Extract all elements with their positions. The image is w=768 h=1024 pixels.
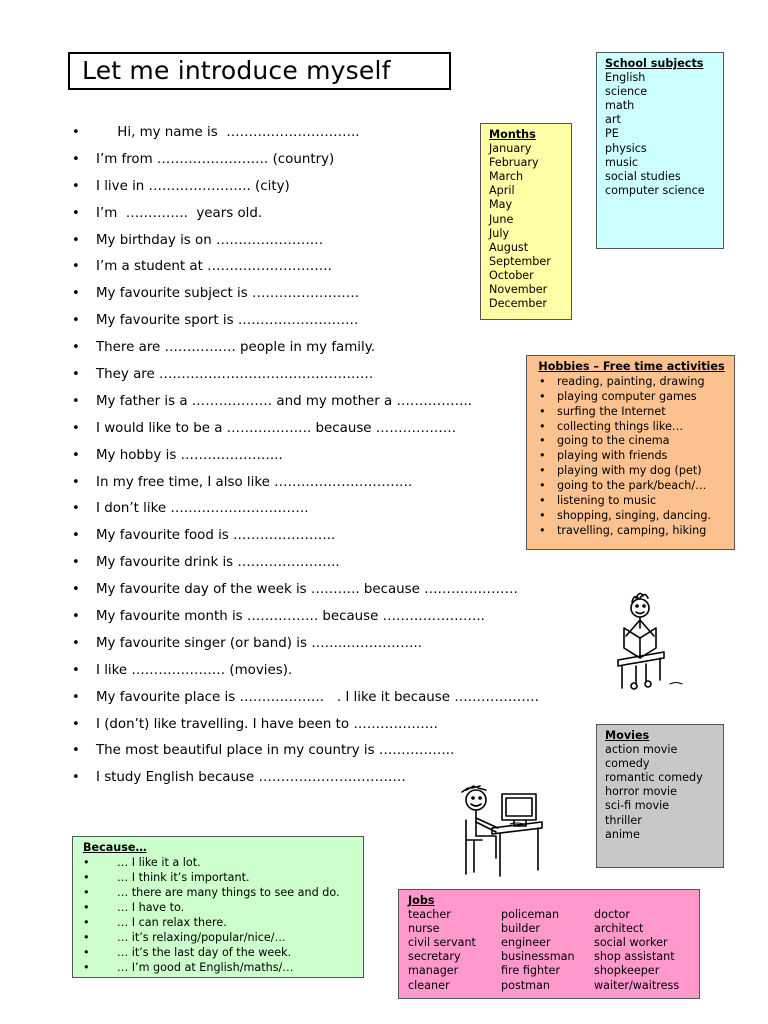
months-list: [489, 142, 571, 311]
list-item: • I’m from ……………………. (country): [72, 151, 335, 167]
list-item: • … I’m good at English/maths/…: [83, 961, 294, 975]
sentence-text: My favourite subject is ……………………: [96, 286, 360, 302]
list-item: October: [489, 268, 534, 282]
list-item: cleaner: [408, 978, 450, 992]
list-item: music: [605, 155, 639, 169]
sentence-text: I live in ………………….. (city): [96, 178, 290, 194]
movies-heading: Movies: [605, 729, 650, 742]
sentence-text: I study English because ……………………………: [96, 770, 406, 786]
list-item: • There are ……………. people in my family.: [72, 340, 375, 356]
list-item: February: [489, 156, 539, 170]
list-item: computer science: [605, 183, 705, 197]
list-item: • collecting things like…: [539, 419, 684, 433]
list-item: builder: [501, 922, 540, 936]
list-item: social studies: [605, 169, 681, 183]
list-item: • … I can relax there.: [83, 916, 227, 930]
school-subjects-box: [596, 52, 724, 249]
list-item: July: [489, 226, 510, 240]
list-item: anime: [605, 827, 640, 841]
list-item: March: [489, 170, 524, 184]
list-item: • I (don’t) like travelling. I have been to ……………….: [72, 716, 438, 732]
list-item: • My favourite singer (or band) is ……..……………..: [72, 635, 422, 651]
list-item: • I study English because ……………………………: [72, 770, 406, 786]
school-subjects-heading: School subjects: [605, 57, 704, 70]
sentence-text: In my free time, I also like ………………………….: [96, 474, 413, 490]
list-item: math: [605, 99, 635, 113]
computer-kid-illustration: [452, 784, 548, 878]
sentence-text: My favourite sport is ………………………: [96, 313, 359, 329]
list-item: • Hi, my name is ……….………………..: [72, 125, 360, 140]
list-item: • … I like it a lot.: [83, 856, 201, 870]
list-item: • … it’s relaxing/popular/nice/…: [83, 931, 286, 945]
list-item: August: [489, 240, 529, 254]
list-item: September: [489, 254, 551, 268]
sentence-text: There are ……………. people in my family.: [96, 340, 375, 356]
list-item: • playing computer games: [539, 389, 697, 403]
list-item: policeman: [501, 908, 560, 922]
sentence-text: My favourite singer (or band) is ……..……………..: [96, 635, 422, 651]
list-item: science: [605, 85, 648, 99]
list-item: romantic comedy: [605, 771, 703, 785]
sentence-text: I’m ………….. years old.: [96, 205, 263, 221]
because-box: [72, 836, 364, 978]
sentence-text: I don’t like ………………………….: [96, 501, 309, 517]
sentence-text: My father is a ……………… and my mother a ……………..: [96, 393, 472, 409]
list-item: • listening to music: [539, 493, 657, 507]
list-item: waiter/waitress: [594, 978, 680, 992]
list-item: • I would like to be a ………………. because ………………: [72, 420, 457, 436]
list-item: • My hobby is …………………..: [72, 447, 283, 463]
sentence-text: I would like to be a ………………. because ………………: [96, 420, 457, 436]
list-item: • My favourite month is ……………. because …………………..: [72, 609, 485, 625]
list-item: fire fighter: [501, 964, 560, 978]
list-item: art: [605, 113, 621, 127]
list-item: • My favourite day of the week is ……….. because …………………: [72, 582, 518, 598]
list-item: nurse: [408, 922, 440, 936]
sentence-text: My favourite day of the week is ……….. because …………………: [96, 582, 518, 598]
list-item: • My favourite subject is ……………………: [72, 286, 360, 302]
list-item: sci-fi movie: [605, 799, 670, 813]
jobs-column-3: [594, 908, 687, 993]
hobbies-box: [526, 355, 735, 550]
list-item: social worker: [594, 936, 668, 950]
list-item: PE: [605, 127, 619, 141]
reading-kid-illustration: [610, 588, 690, 696]
list-item: • … I have to.: [83, 901, 185, 915]
list-item: • My favourite food is …………………..: [72, 528, 336, 544]
list-item: shop assistant: [594, 950, 675, 964]
list-item: • They are …………………………………………: [72, 367, 374, 383]
list-item: action movie: [605, 743, 678, 757]
list-item: • I’m a student at ……………………….: [72, 259, 332, 275]
list-item: architect: [594, 922, 644, 936]
movies-list: [605, 743, 723, 842]
list-item: postman: [501, 978, 551, 992]
sentence-text: My favourite food is …………………..: [96, 528, 336, 544]
list-item: • My favourite sport is ………………………: [72, 313, 359, 329]
list-item: December: [489, 297, 548, 311]
list-item: teacher: [408, 908, 451, 922]
list-item: manager: [408, 964, 459, 978]
list-item: • travelling, camping, hiking: [539, 523, 707, 537]
list-item: doctor: [594, 908, 630, 922]
list-item: • surfing the Internet: [539, 404, 666, 418]
sentence-text: My favourite month is ……………. because …………………..: [96, 609, 485, 625]
jobs-column-2: [501, 908, 594, 993]
school-subjects-list: [605, 71, 723, 198]
list-item: • I live in ………………….. (city): [72, 178, 290, 194]
sentence-text: My hobby is …………………..: [96, 447, 283, 463]
hobbies-heading: Hobbies – Free time activities: [538, 360, 725, 373]
sentence-text: My birthday is on ……………………: [96, 232, 324, 248]
because-heading: Because…: [83, 841, 147, 854]
list-item: January: [489, 142, 532, 156]
because-list: [83, 855, 363, 975]
list-item: • I don’t like ………………………….: [72, 501, 309, 517]
list-item: • I’m ………….. years old.: [72, 205, 263, 221]
sentence-text: Hi, my name is ……….………………..: [96, 125, 360, 140]
list-item: engineer: [501, 936, 551, 950]
list-item: • shopping, singing, dancing.: [539, 508, 711, 522]
list-item: • reading, painting, drawing: [539, 375, 705, 389]
months-heading: Months: [489, 128, 536, 141]
list-item: shopkeeper: [594, 964, 660, 978]
list-item: • My birthday is on ……………………: [72, 232, 324, 248]
list-item: civil servant: [408, 936, 476, 950]
sentence-text: I like ………………… (movies).: [96, 662, 293, 678]
list-item: • playing with friends: [539, 449, 668, 463]
list-item: May: [489, 198, 513, 212]
list-item: • In my free time, I also like ………………………….: [72, 474, 413, 490]
list-item: June: [489, 212, 514, 226]
list-item: • I like ………………… (movies).: [72, 662, 293, 678]
list-item: • My favourite place is ………………. . I like it because ……………….: [72, 689, 539, 705]
list-item: • … there are many things to see and do.: [83, 886, 340, 900]
list-item: English: [605, 71, 646, 85]
list-item: • The most beautiful place in my country is ……………..: [72, 743, 455, 759]
hobbies-list: [533, 375, 730, 538]
sentence-text: I’m from ……………………. (country): [96, 151, 335, 167]
jobs-box: [398, 889, 700, 999]
sentence-text: My favourite place is ………………. . I like it because ……………….: [96, 689, 539, 705]
jobs-columns: [408, 908, 699, 993]
jobs-column-1: [408, 908, 501, 993]
sentence-text: I (don’t) like travelling. I have been to ……………….: [96, 716, 438, 732]
list-item: • My favourite drink is …………………..: [72, 555, 340, 571]
list-item: • playing with my dog (pet): [539, 464, 702, 478]
sentence-text: The most beautiful place in my country is ……………..: [96, 743, 455, 759]
list-item: physics: [605, 141, 647, 155]
list-item: secretary: [408, 950, 461, 964]
list-item: • going to the cinema: [539, 434, 670, 448]
months-box: [480, 123, 572, 320]
list-item: April: [489, 184, 515, 198]
list-item: comedy: [605, 757, 650, 771]
list-item: • My father is a ……………… and my mother a ……………..: [72, 393, 472, 409]
sentence-text: They are …………………………………………: [96, 367, 374, 383]
movies-box: [596, 724, 724, 868]
sentence-text: I’m a student at ……………………….: [96, 259, 332, 275]
list-item: November: [489, 283, 548, 297]
list-item: horror movie: [605, 785, 678, 799]
list-item: • … it’s the last day of the week.: [83, 946, 292, 960]
jobs-heading: Jobs: [408, 894, 435, 907]
list-item: thriller: [605, 813, 642, 827]
list-item: • … I think it’s important.: [83, 871, 250, 885]
page-title: Let me introduce myself: [68, 52, 451, 90]
sentence-text: My favourite drink is …………………..: [96, 555, 340, 571]
list-item: businessman: [501, 950, 575, 964]
list-item: • going to the park/beach/…: [539, 479, 707, 492]
